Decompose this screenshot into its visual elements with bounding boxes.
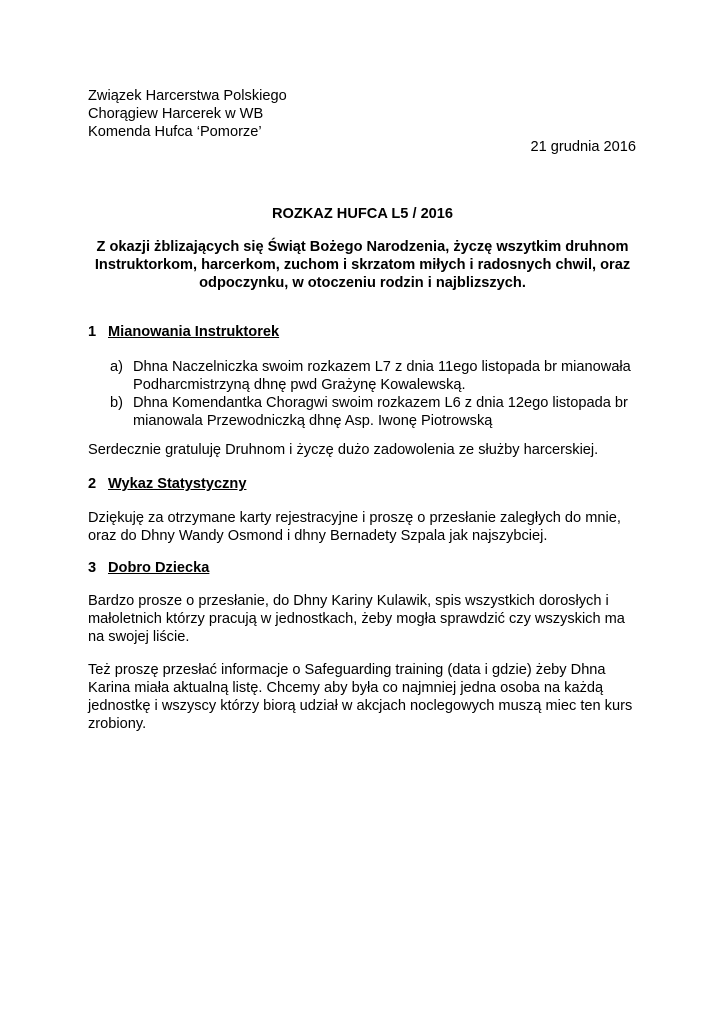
paragraph-line: Bardzo prosze o przesłanie, do Dhny Kariny Kulawik, spis wszystkich dorosłych i — [88, 593, 609, 609]
paragraph-line: małoletnich którzy pracują w jednostkach, żeby mogła sprawdzić czy wszyskich ma — [88, 611, 625, 627]
list-item-line: Dhna Naczelniczka swoim rozkazem L7 z dnia 11ego listopada br mianowała — [133, 359, 631, 375]
greeting-line: odpoczynku, w otoczeniu rodzin i najblizszych. — [199, 275, 526, 291]
org-name-line: Związek Harcerstwa Polskiego — [88, 88, 287, 104]
section-heading: Wykaz Statystyczny — [108, 476, 247, 492]
paragraph-line: Dziękuję za otrzymane karty rejestracyjne i proszę o przesłanie zaległych do mnie, — [88, 510, 621, 526]
section-heading: Mianowania Instruktorek — [108, 324, 280, 340]
org-command-line: Komenda Hufca ‘Pomorze’ — [88, 124, 262, 140]
paragraph-line: Też proszę przesłać informacje o Safeguarding training (data i gdzie) żeby Dhna — [88, 662, 606, 678]
list-item-line: mianowala Przewodniczką dhnę Asp. Iwonę Piotrowską — [133, 413, 493, 429]
list-item-line: Dhna Komendantka Choragwi swoim rozkazem L6 z dnia 12ego listopada br — [133, 395, 628, 411]
list-marker: b) — [110, 395, 123, 411]
paragraph: Serdecznie gratuluję Druhnom i życzę dużo zadowolenia ze służby harcerskiej. — [88, 442, 599, 458]
paragraph-line: zrobiony. — [88, 716, 147, 732]
greeting-line: Instruktorkom, harcerkom, zuchom i skrzatom miłych i radosnych chwil, oraz — [94, 257, 631, 273]
paragraph-line: oraz do Dhny Wandy Osmond i dhny Bernadety Szpala jak najszybciej. — [88, 528, 548, 544]
section-number: 3 — [88, 560, 97, 576]
list-marker: a) — [110, 359, 123, 375]
document-title: ROZKAZ HUFCA L5 / 2016 — [271, 206, 454, 222]
org-unit-line: Chorągiew Harcerek w WB — [88, 106, 264, 122]
section-number: 1 — [88, 324, 97, 340]
document-date: 21 grudnia 2016 — [530, 139, 636, 155]
section-heading: Dobro Dziecka — [108, 560, 210, 576]
list-item-line: Podharcmistrzyną dhnę pwd Grażynę Kowalewską. — [133, 377, 466, 393]
section-number: 2 — [88, 476, 97, 492]
greeting-line: Z okazji żblizających się Świąt Bożego Narodzenia, życzę wszytkim druhnom — [96, 239, 629, 255]
paragraph-line: na swojej liście. — [88, 629, 190, 645]
paragraph-line: jednostkę i wszyscy którzy biorą udział w akcjach noclegowych muszą miec ten kurs — [88, 698, 633, 714]
paragraph-line: Karina miała aktualną listę. Chcemy aby była co najmniej jedna osoba na każdą — [88, 680, 604, 696]
